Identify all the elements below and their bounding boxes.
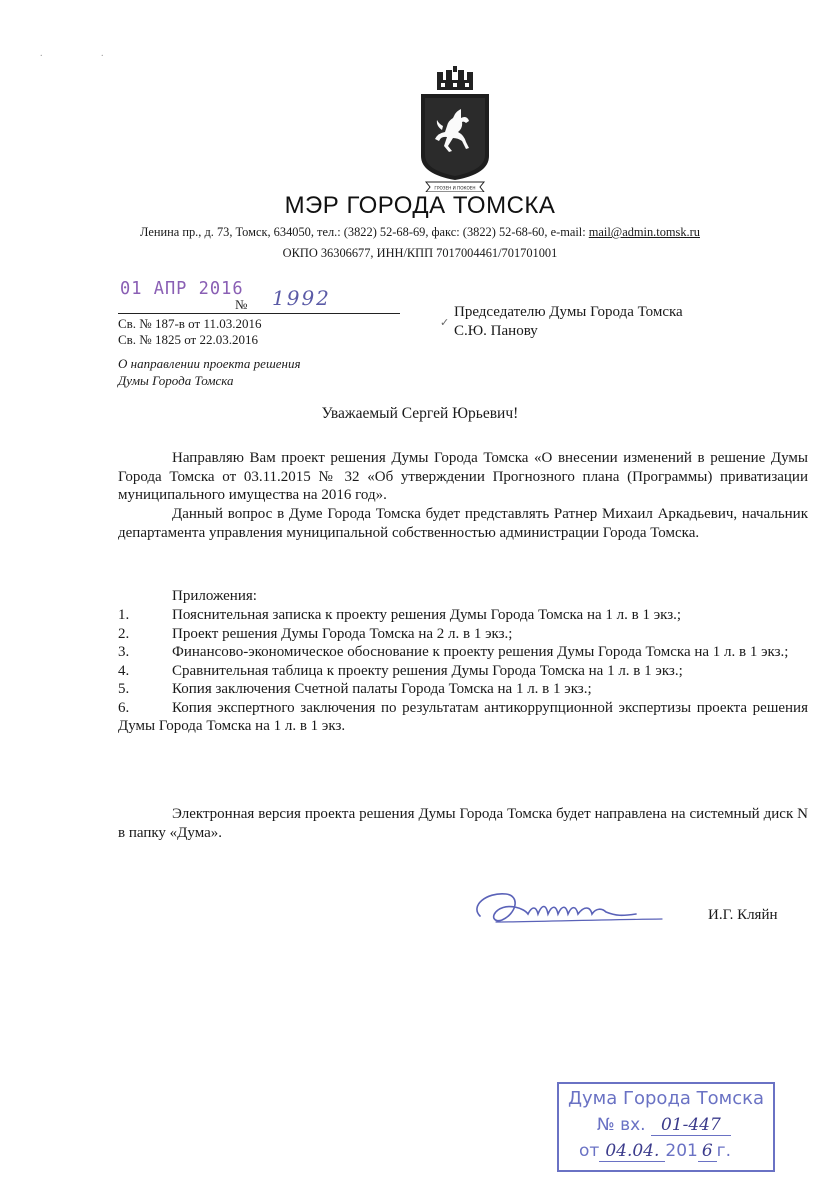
number-label: №: [235, 297, 248, 312]
list-item: 4. Сравнительная таблица к проекту решения Думы Города Томска на 1 л. в 1 экз.;: [118, 662, 683, 679]
addressee: [454, 303, 683, 341]
closing-paragraph: Электронная версия проекта решения Думы Города Томска будет направлена на системный диск N в папку «Дума».: [118, 806, 808, 841]
reference-2: Св. № 1825 от 22.03.2016: [118, 332, 258, 347]
subject-line-2: Думы Города Томска: [118, 373, 234, 388]
registration-stamp: [557, 1082, 775, 1172]
signer-name: И.Г. Кляйн: [708, 907, 778, 923]
contact-line: [0, 225, 840, 240]
subject-line-1: О направлении проекта решения: [118, 356, 301, 371]
date-stamp: 01 АПР 2016: [120, 278, 244, 300]
attachments-list: [118, 606, 808, 736]
handwritten-signature: [466, 886, 666, 930]
paragraph-2: Данный вопрос в Думе Города Томска будет представлять Ратнер Михаил Аркадьевич, начальник департамента управления муниципальной собственностью администрации Города Томска.: [118, 506, 808, 541]
list-item: 1. Пояснительная записка к проекту решения Думы Города Томска на 1 л. в 1 экз.;: [118, 607, 682, 623]
check-mark-icon: ✓: [440, 317, 450, 329]
paragraph-1: Направляю Вам проект решения Думы Города Томска «О внесении изменений в решение Думы Города Томска от 03.11.2015 № 32 «Об утверждении Прогнозного плана (Программы) приватизации муниципального имущества на 2016 год».: [118, 450, 808, 503]
address-text: Ленина пр., д. 73, Томск, 634050, тел.: (3822) 52-68-69, факс: (3822) 52-68-60, e-mail:: [140, 225, 589, 239]
page-title: МЭР ГОРОДА ТОМСКА: [284, 192, 556, 219]
list-item: 6. Копия экспертного заключения по результатам антикоррупционной экспертизы проекта решения Думы Города Томска на 1 л. в 1 экз.: [118, 699, 808, 734]
reference-1: Св. № 187-в от 11.03.2016: [118, 316, 262, 331]
letter-subject: [118, 355, 301, 389]
stamp-date: от 04.04. 201 6 г.: [579, 1141, 732, 1161]
tomsk-coat-of-arms-icon: [416, 66, 494, 192]
stamp-incoming-number: № вх. 01-447: [597, 1115, 731, 1135]
addressee-position: Председателю Думы Города Томска: [454, 304, 683, 320]
scan-specks: . .: [40, 48, 132, 59]
stamp-organization: Дума Города Томска: [567, 1088, 765, 1109]
list-item: 3. Финансово-экономическое обоснование к проекту решения Думы Города Томска на 1 л. в 1 экз.;: [118, 644, 789, 660]
email-link[interactable]: mail@admin.tomsk.ru: [588, 225, 700, 239]
addressee-name: С.Ю. Панову: [454, 323, 538, 339]
greeting: Уважаемый Сергей Юрьевич!: [321, 405, 519, 422]
list-item: 2. Проект решения Думы Города Томска на 2 л. в 1 экз.;: [118, 625, 513, 642]
registration-codes: ОКПО 36306677, ИНН/КПП 7017004461/701701001: [282, 246, 558, 260]
list-item: 5. Копия заключения Счетной палаты Города Томска на 1 л. в 1 экз.;: [118, 681, 592, 697]
outgoing-number-handwritten: 1992: [272, 286, 331, 310]
attachments-heading: Приложения:: [172, 588, 257, 604]
svg-text:ГРОЗЕН И ПОКОЕН: ГРОЗЕН И ПОКОЕН: [434, 185, 476, 191]
